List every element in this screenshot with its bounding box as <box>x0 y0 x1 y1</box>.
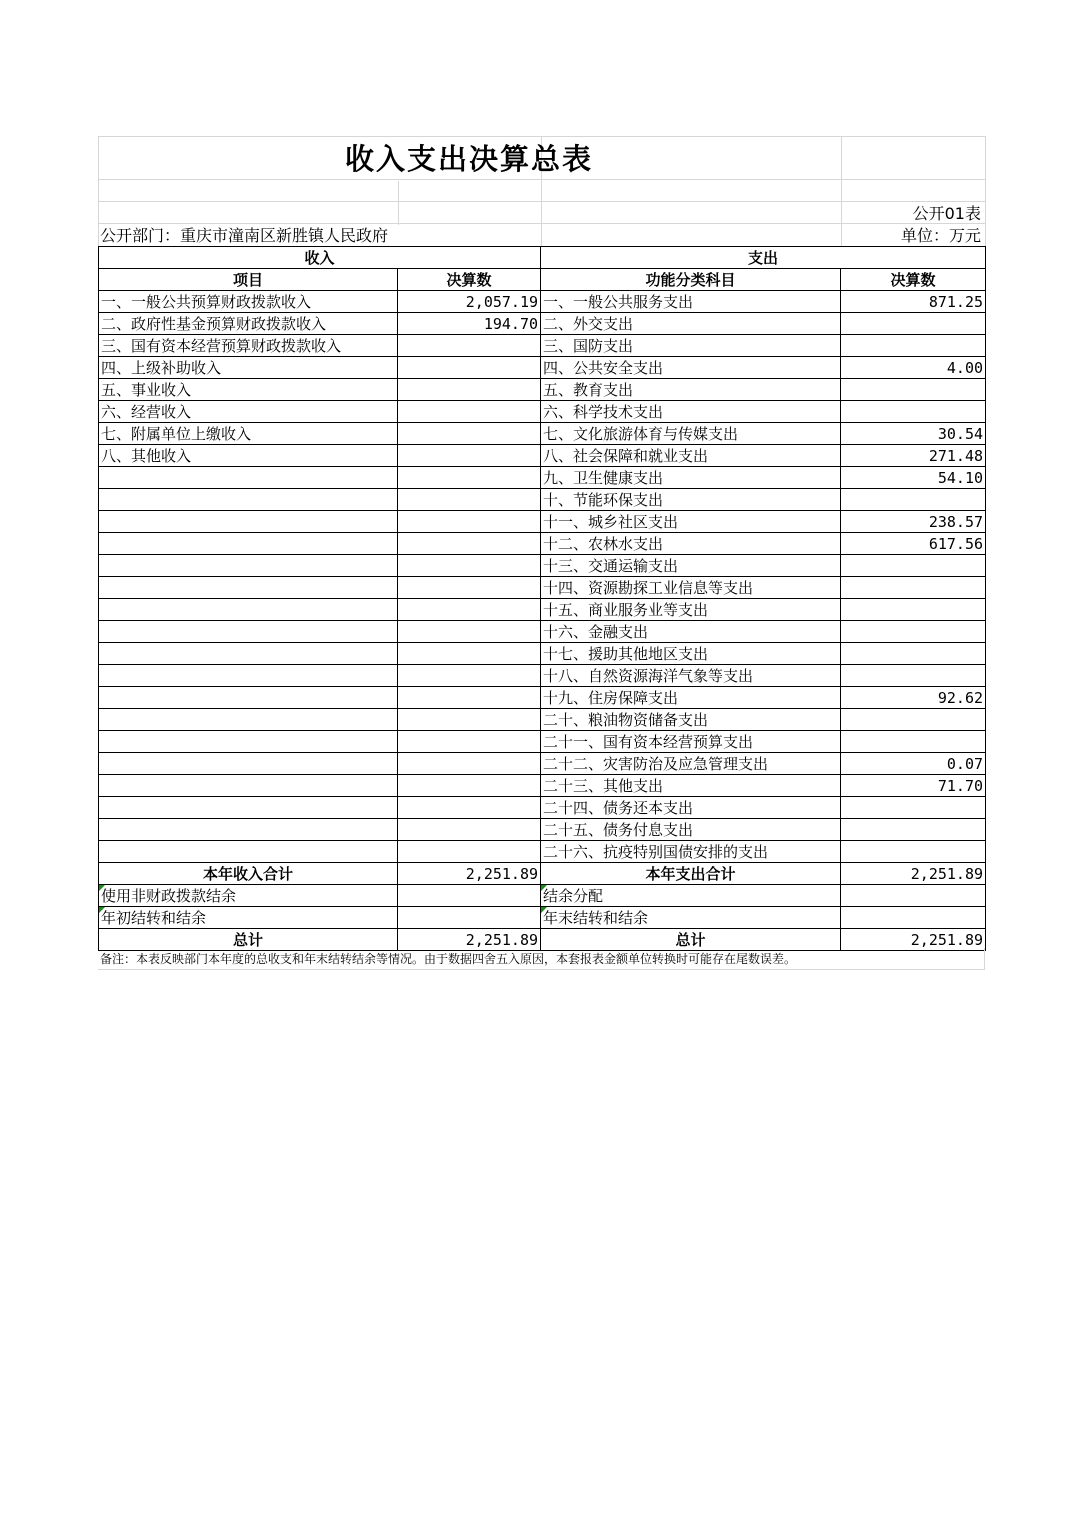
expense-amount <box>841 797 986 819</box>
table-row <box>99 819 986 841</box>
table-row <box>99 555 986 577</box>
income-amount <box>398 687 541 709</box>
comment-marker-icon <box>99 885 105 891</box>
expense-item: 十三、交通运输支出 <box>541 555 841 577</box>
begin-carry-label: 年初结转和结余 <box>99 907 398 929</box>
expense-amount <box>841 665 986 687</box>
table-row <box>99 709 986 731</box>
income-item <box>99 599 398 621</box>
expense-amount <box>841 577 986 599</box>
form-number: 公开01表 <box>912 204 981 223</box>
table-row <box>99 621 986 643</box>
expense-amount: 238.57 <box>841 511 986 533</box>
expense-item: 二十五、债务付息支出 <box>541 819 841 841</box>
income-header: 收入 <box>99 247 541 269</box>
surplus-dist-value <box>841 885 986 907</box>
income-item <box>99 797 398 819</box>
table-row <box>99 599 986 621</box>
expense-amount <box>841 621 986 643</box>
income-amount <box>398 401 541 423</box>
income-item <box>99 687 398 709</box>
income-item <box>99 841 398 863</box>
income-amount <box>398 621 541 643</box>
grand-total-label-right: 总计 <box>541 929 841 951</box>
income-item <box>99 819 398 841</box>
income-amount <box>398 357 541 379</box>
income-item <box>99 775 398 797</box>
income-amount <box>398 665 541 687</box>
table-row <box>99 665 986 687</box>
item-header: 项目 <box>99 269 398 291</box>
non-fiscal-row <box>99 885 986 907</box>
income-item <box>99 555 398 577</box>
income-amount: 2,057.19 <box>398 291 541 313</box>
expense-amount <box>841 643 986 665</box>
expense-item: 二十二、灾害防治及应急管理支出 <box>541 753 841 775</box>
expense-amount: 271.48 <box>841 445 986 467</box>
income-item: 二、政府性基金预算财政拨款收入 <box>99 313 398 335</box>
income-amount <box>398 599 541 621</box>
expense-item: 一、一般公共服务支出 <box>541 291 841 313</box>
income-amount <box>398 643 541 665</box>
carry-row <box>99 907 986 929</box>
expense-amount <box>841 489 986 511</box>
income-item <box>99 489 398 511</box>
expense-amount <box>841 379 986 401</box>
table-row <box>99 797 986 819</box>
func-item-header: 功能分类科目 <box>541 269 841 291</box>
table-row <box>99 357 986 379</box>
comment-marker-icon <box>99 907 105 913</box>
expense-item: 十四、资源勘探工业信息等支出 <box>541 577 841 599</box>
income-item: 六、经营收入 <box>99 401 398 423</box>
expense-item: 十、节能环保支出 <box>541 489 841 511</box>
expense-item: 二十六、抗疫特别国债安排的支出 <box>541 841 841 863</box>
expense-amount <box>841 841 986 863</box>
table-row <box>99 401 986 423</box>
expense-amount: 871.25 <box>841 291 986 313</box>
income-amount <box>398 335 541 357</box>
income-item <box>99 511 398 533</box>
expense-item: 二十三、其他支出 <box>541 775 841 797</box>
section-header-row <box>99 247 986 269</box>
table-row <box>99 335 986 357</box>
income-amount <box>398 709 541 731</box>
table-row <box>99 511 986 533</box>
income-amount <box>398 753 541 775</box>
comment-marker-icon <box>541 907 547 913</box>
expense-amount <box>841 401 986 423</box>
table-row <box>99 313 986 335</box>
expense-amount: 30.54 <box>841 423 986 445</box>
table-row <box>99 643 986 665</box>
grand-total-right: 2,251.89 <box>841 929 986 951</box>
expense-amount <box>841 335 986 357</box>
expense-amount: 4.00 <box>841 357 986 379</box>
expense-item: 二十、粮油物资储备支出 <box>541 709 841 731</box>
income-item <box>99 731 398 753</box>
expense-item: 二、外交支出 <box>541 313 841 335</box>
income-amount <box>398 577 541 599</box>
footnote-right-border <box>984 948 985 970</box>
income-amount: 194.70 <box>398 313 541 335</box>
expense-amount <box>841 819 986 841</box>
department-label: 公开部门：重庆市潼南区新胜镇人民政府 <box>100 226 389 245</box>
income-amount <box>398 533 541 555</box>
expense-amount <box>841 709 986 731</box>
expense-amount <box>841 313 986 335</box>
expense-amount: 92.62 <box>841 687 986 709</box>
table-row <box>99 423 986 445</box>
expense-amount: 617.56 <box>841 533 986 555</box>
column-header-row <box>99 269 986 291</box>
expense-item: 六、科学技术支出 <box>541 401 841 423</box>
expense-item: 十八、自然资源海洋气象等支出 <box>541 665 841 687</box>
income-item <box>99 665 398 687</box>
table-row <box>99 731 986 753</box>
expense-amount: 71.70 <box>841 775 986 797</box>
table-row <box>99 533 986 555</box>
income-item <box>99 709 398 731</box>
expense-item: 十二、农林水支出 <box>541 533 841 555</box>
unit-label: 单位：万元 <box>900 226 981 245</box>
income-amount <box>398 445 541 467</box>
year-total-row <box>99 863 986 885</box>
expense-total-value: 2,251.89 <box>841 863 986 885</box>
income-item <box>99 753 398 775</box>
income-amount <box>398 467 541 489</box>
expense-item: 七、文化旅游体育与传媒支出 <box>541 423 841 445</box>
amount2-header: 决算数 <box>841 269 986 291</box>
income-amount <box>398 555 541 577</box>
expense-item: 九、卫生健康支出 <box>541 467 841 489</box>
income-item <box>99 467 398 489</box>
end-carry-label: 年末结转和结余 <box>541 907 841 929</box>
table-row <box>99 489 986 511</box>
expense-header: 支出 <box>541 247 986 269</box>
expense-amount <box>841 555 986 577</box>
table-row <box>99 291 986 313</box>
end-carry-value <box>841 907 986 929</box>
expense-amount <box>841 731 986 753</box>
income-amount <box>398 819 541 841</box>
income-amount <box>398 797 541 819</box>
amount-header: 决算数 <box>398 269 541 291</box>
expense-item: 四、公共安全支出 <box>541 357 841 379</box>
table-row <box>99 445 986 467</box>
budget-table <box>98 246 986 951</box>
table-row <box>99 379 986 401</box>
income-amount <box>398 511 541 533</box>
begin-carry-value <box>398 907 541 929</box>
income-amount <box>398 379 541 401</box>
income-item <box>99 577 398 599</box>
expense-item: 十五、商业服务业等支出 <box>541 599 841 621</box>
table-row <box>99 687 986 709</box>
income-item <box>99 621 398 643</box>
table-row <box>99 577 986 599</box>
income-item: 三、国有资本经营预算财政拨款收入 <box>99 335 398 357</box>
footnote-divider <box>98 969 984 970</box>
income-amount <box>398 423 541 445</box>
table-row <box>99 841 986 863</box>
grand-total-row <box>99 929 986 951</box>
income-item: 四、上级补助收入 <box>99 357 398 379</box>
expense-item: 十六、金融支出 <box>541 621 841 643</box>
expense-item: 八、社会保障和就业支出 <box>541 445 841 467</box>
income-item <box>99 533 398 555</box>
income-total-value: 2,251.89 <box>398 863 541 885</box>
expense-amount <box>841 599 986 621</box>
income-item: 五、事业收入 <box>99 379 398 401</box>
expense-item: 三、国防支出 <box>541 335 841 357</box>
income-item <box>99 643 398 665</box>
expense-item: 十一、城乡社区支出 <box>541 511 841 533</box>
expense-item: 二十一、国有资本经营预算支出 <box>541 731 841 753</box>
expense-item: 二十四、债务还本支出 <box>541 797 841 819</box>
non-fiscal-value <box>398 885 541 907</box>
income-amount <box>398 489 541 511</box>
expense-item: 五、教育支出 <box>541 379 841 401</box>
non-fiscal-label: 使用非财政拨款结余 <box>99 885 398 907</box>
grand-total-label-left: 总计 <box>99 929 398 951</box>
expense-total-label: 本年支出合计 <box>541 863 841 885</box>
page-title: 收入支出决算总表 <box>344 142 593 176</box>
income-item: 七、附属单位上缴收入 <box>99 423 398 445</box>
table-row <box>99 753 986 775</box>
footnote: 备注：本表反映部门本年度的总收支和年末结转结余等情况。由于数据四舍五入原因，本套报表金额单位转换时可能存在尾数误差。 <box>100 952 797 966</box>
income-item: 八、其他收入 <box>99 445 398 467</box>
expense-amount: 54.10 <box>841 467 986 489</box>
income-amount <box>398 731 541 753</box>
expense-item: 十七、援助其他地区支出 <box>541 643 841 665</box>
income-amount <box>398 841 541 863</box>
table-row <box>99 775 986 797</box>
table-row <box>99 467 986 489</box>
income-amount <box>398 775 541 797</box>
expense-item: 十九、住房保障支出 <box>541 687 841 709</box>
comment-marker-icon <box>541 885 547 891</box>
income-total-label: 本年收入合计 <box>99 863 398 885</box>
income-item: 一、一般公共预算财政拨款收入 <box>99 291 398 313</box>
grand-total-left: 2,251.89 <box>398 929 541 951</box>
surplus-dist-label: 结余分配 <box>541 885 841 907</box>
expense-amount: 0.07 <box>841 753 986 775</box>
